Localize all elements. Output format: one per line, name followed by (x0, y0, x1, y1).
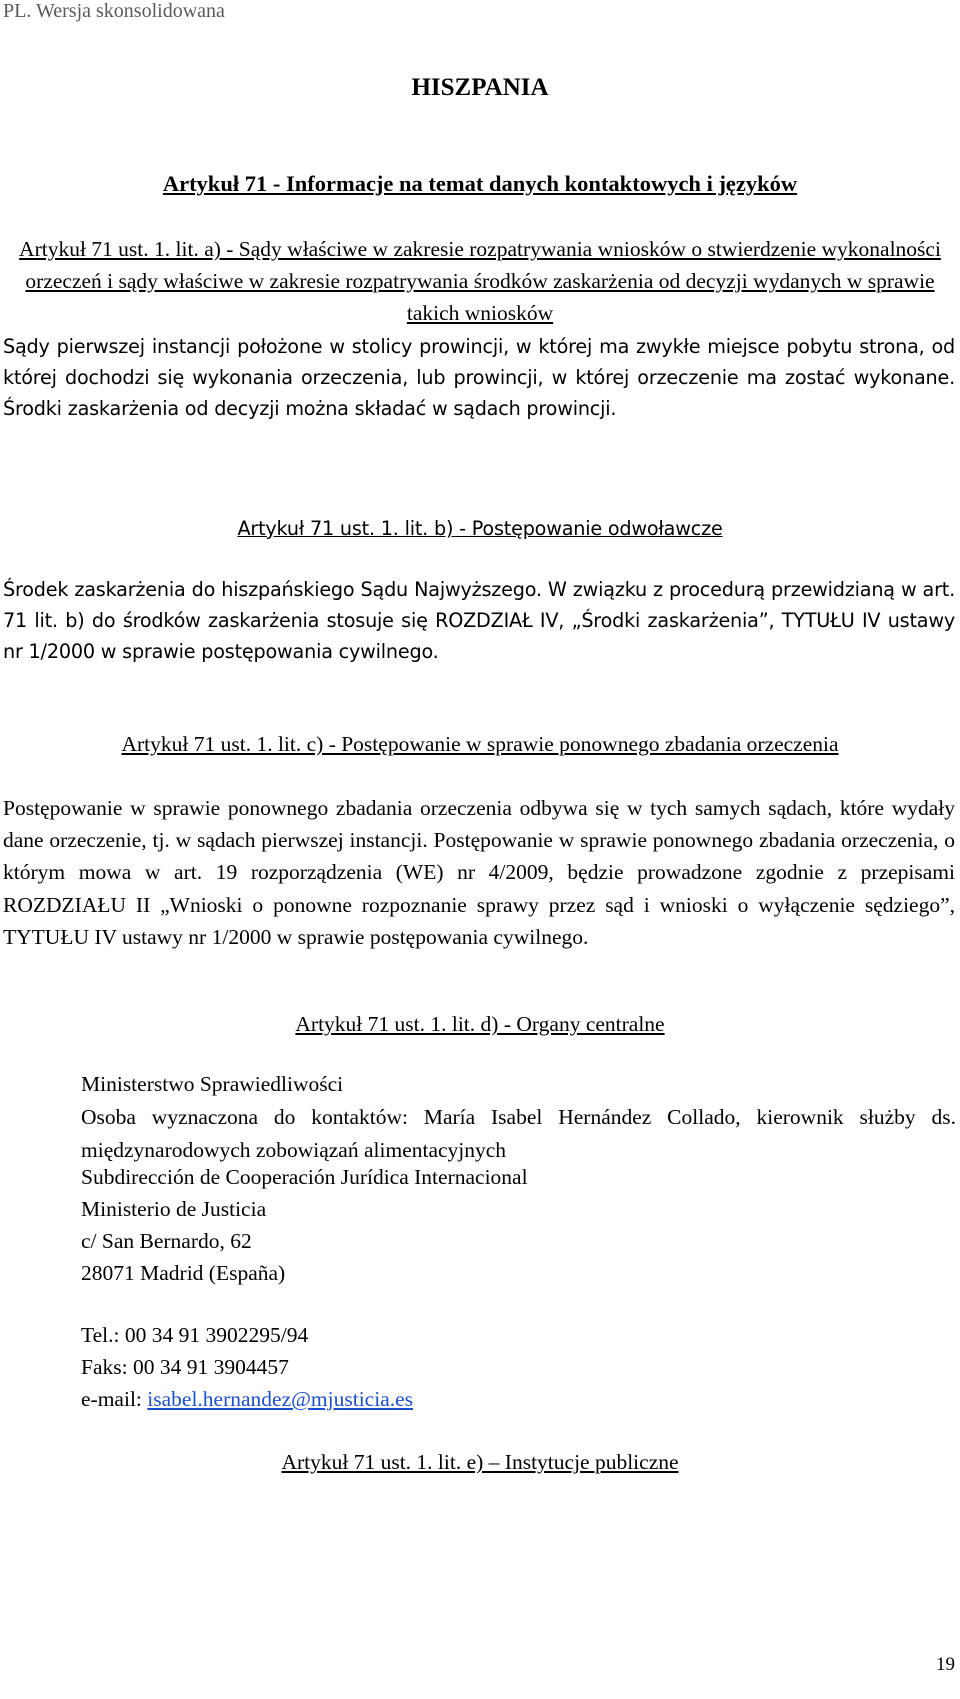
section-b-body: Środek zaskarżenia do hiszpańskiego Sądu Najwyższego. W związku z procedurą przewidzianą w art. 71 lit. b) do środków zaskarżenia stosuje się ROZDZIAŁ IV, „Środki zaskarżenia”, TYTUŁU IV ustawy nr 1/2000 w sprawie postępowania cywilnego. (3, 578, 955, 663)
section-d-heading: Artykuł 71 ust. 1. lit. d) - Organy centralne (295, 1012, 665, 1036)
address-line-1: Subdirección de Cooperación Jurídica Internacional (81, 1165, 528, 1189)
email-line (81, 1387, 413, 1412)
section-e-heading: Artykuł 71 ust. 1. lit. e) – Instytucje publiczne (281, 1450, 679, 1474)
section-c-body: Postępowanie w sprawie ponownego zbadania orzeczenia odbywa się w tych samych sądach, które wydały dane orzeczenie, tj. w sądach pierwszej instancji. Postępowanie w sprawie ponownego zbadania orzeczenia, o którym mowa w art. 19 rozporządzenia (WE) nr 4/2009, będzie prowadzone zgodnie z przepisami ROZDZIAŁU II „Wnioski o ponowne rozpoznanie sprawy przez sąd i wnioski o wyłączenie sędziego”, TYTUŁU IV ustawy nr 1/2000 w sprawie postępowania cywilnego. (3, 796, 955, 949)
article-title: Artykuł 71 - Informacje na temat danych kontaktowych i języków (162, 171, 798, 196)
address-line-2: Ministerio de Justicia (81, 1197, 267, 1221)
address-line-3: c/ San Bernardo, 62 (81, 1229, 252, 1253)
contact-person: Osoba wyznaczona do kontaktów: María Isabel Hernández Collado, kierownik służby ds. międzynarodowych zobowiązań alimentacyjnych (81, 1105, 956, 1162)
telephone: Tel.: 00 34 91 3902295/94 (81, 1323, 309, 1347)
email-label: e-mail: (81, 1387, 148, 1411)
section-a-heading: Artykuł 71 ust. 1. lit. a) - Sądy właściwe w zakresie rozpatrywania wniosków o stwierdzenie wykonalności orzeczeń i sądy właściwe w zakresie rozpatrywania środków zaskarżenia od decyzji wydanych w sprawie takich wniosków (19, 237, 941, 325)
country-heading: HISZPANIA (411, 74, 549, 101)
section-a-body: Sądy pierwszej instancji położone w stolicy prowincji, w której ma zwykłe miejsce pobytu strona, od której dochodzi się wykonania orzeczenia, lub prowincji, w której orzeczenie ma zostać wykonane. Środki zaskarżenia od decyzji można składać w sądach prowincji. (3, 335, 955, 420)
ministry-name: Ministerstwo Sprawiedliwości (81, 1072, 344, 1096)
email-link[interactable]: isabel.hernandez@mjusticia.es (147, 1387, 414, 1411)
page-number: 19 (936, 1654, 955, 1675)
fax: Faks: 00 34 91 3904457 (81, 1355, 289, 1379)
consolidated-version-note: PL. Wersja skonsolidowana (3, 0, 225, 22)
section-c-heading: Artykuł 71 ust. 1. lit. c) - Postępowanie w sprawie ponownego zbadania orzeczenia (121, 732, 839, 756)
address-line-4: 28071 Madrid (España) (81, 1261, 286, 1285)
section-b-heading: Artykuł 71 ust. 1. lit. b) - Postępowanie odwoławcze (237, 517, 723, 540)
